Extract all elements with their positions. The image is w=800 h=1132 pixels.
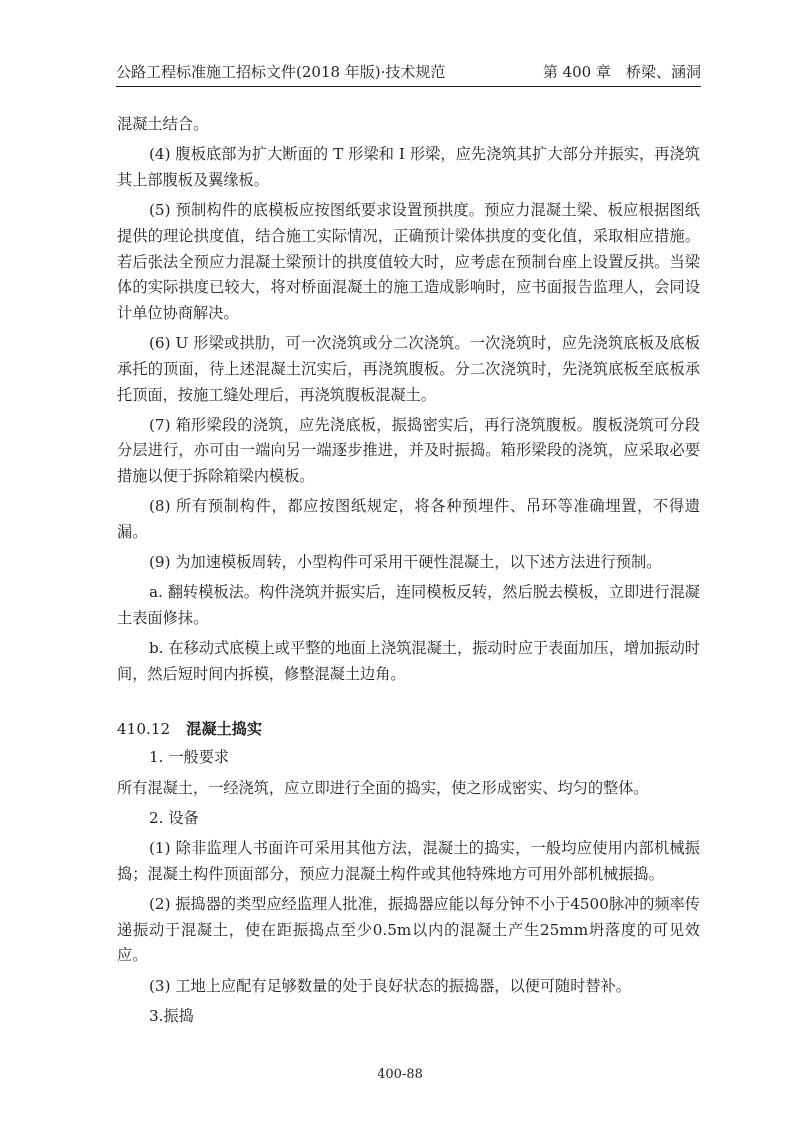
page-body bbox=[117, 112, 700, 1034]
header-divider bbox=[116, 86, 701, 87]
subheading-general-requirements: 1. 一般要求 bbox=[149, 748, 230, 767]
subheading-vibration: 3.振捣 bbox=[149, 1006, 194, 1025]
section-heading bbox=[117, 717, 700, 743]
paragraph-equipment-2: (2) 振捣器的类型应经监理人批准，振捣器应能以每分钟不小于4500脉冲的频率传递振动于混凝土，使在距振捣点至少0.5m以内的混凝土产生25mm坍落度的可见效应。 bbox=[117, 894, 700, 965]
paragraph-item-9: (9) 为加速模板周转，小型构件可采用干硬性混凝土，以下述方法进行预制。 bbox=[149, 553, 662, 572]
header-chapter-title: 第 400 章 桥梁、涵洞 bbox=[542, 63, 701, 81]
paragraph-item-7: (7) 箱形梁段的浇筑，应先浇底板，振捣密实后，再行浇筑腹板。腹板浇筑可分段分层进行，亦可由一端向另一端逐步推进，并及时振捣。箱形梁段的浇筑，应采取必要措施以便于拆除箱梁内模板。 bbox=[117, 415, 700, 486]
page-header bbox=[116, 60, 701, 84]
paragraph-item-9b: b. 在移动式底模上或平整的地面上浇筑混凝土，振动时应于表面加压，增加振动时间，然后短时间内拆模，修整混凝土边角。 bbox=[117, 639, 700, 684]
paragraph-general-requirements: 所有混凝土，一经浇筑，应立即进行全面的捣实，使之形成密实、均匀的整体。 bbox=[117, 778, 649, 797]
paragraph-item-6: (6) U 形梁或拱肋，可一次浇筑或分二次浇筑。一次浇筑时，应先浇筑底板及底板承托的顶面，待上述混凝土沉实后，再浇筑腹板。分二次浇筑时，先浇筑底板至底板承托顶面，按施工缝处理后，再浇筑腹板混凝土。 bbox=[117, 334, 700, 404]
paragraph-equipment-1: (1) 除非监理人书面许可采用其他方法，混凝土的捣实，一般均应使用内部机械振捣；混凝土构件顶面部分，预应力混凝土构件或其他特殊地方可用外部机械振捣。 bbox=[117, 839, 700, 883]
header-document-title: 公路工程标准施工招标文件(2018 年版)·技术规范 bbox=[116, 63, 446, 81]
paragraph-equipment-3: (3) 工地上应配有足够数量的处于良好状态的振捣器，以便可随时替补。 bbox=[149, 976, 631, 995]
subheading-equipment: 2. 设备 bbox=[149, 808, 199, 827]
paragraph-item-9a: a. 翻转模板法。构件浇筑并振实后，连同模板反转，然后脱去模板，立即进行混凝土表面修抹。 bbox=[117, 583, 700, 628]
paragraph-continuation: 混凝土结合。 bbox=[117, 115, 209, 133]
paragraph-item-5: (5) 预制构件的底模板应按图纸要求设置预拱度。预应力混凝土梁、板应根据图纸提供的理论拱度值，结合施工实际情况，正确预计梁体拱度的变化值，采取相应措施。若后张法全预应力混凝土梁预计的拱度值较大时，应考虑在预制台座上设置反拱。当梁体的实际拱度已较大，将对桥面混凝土的施工造成影响时，应书面报告监理人，会同设计单位协商解决。 bbox=[117, 201, 700, 322]
section-title: 混凝土捣实 bbox=[186, 719, 263, 738]
section-number: 410.12 bbox=[117, 719, 171, 738]
paragraph-item-8: (8) 所有预制构件，都应按图纸规定，将各种预埋件、吊环等准确埋置，不得遗漏。 bbox=[117, 497, 700, 542]
page-number: 400-88 bbox=[377, 1067, 423, 1082]
paragraph-item-4: (4) 腹板底部为扩大断面的 T 形梁和 I 形梁，应先浇筑其扩大部分并振实，再浇筑其上部腹板及翼缘板。 bbox=[117, 145, 700, 189]
